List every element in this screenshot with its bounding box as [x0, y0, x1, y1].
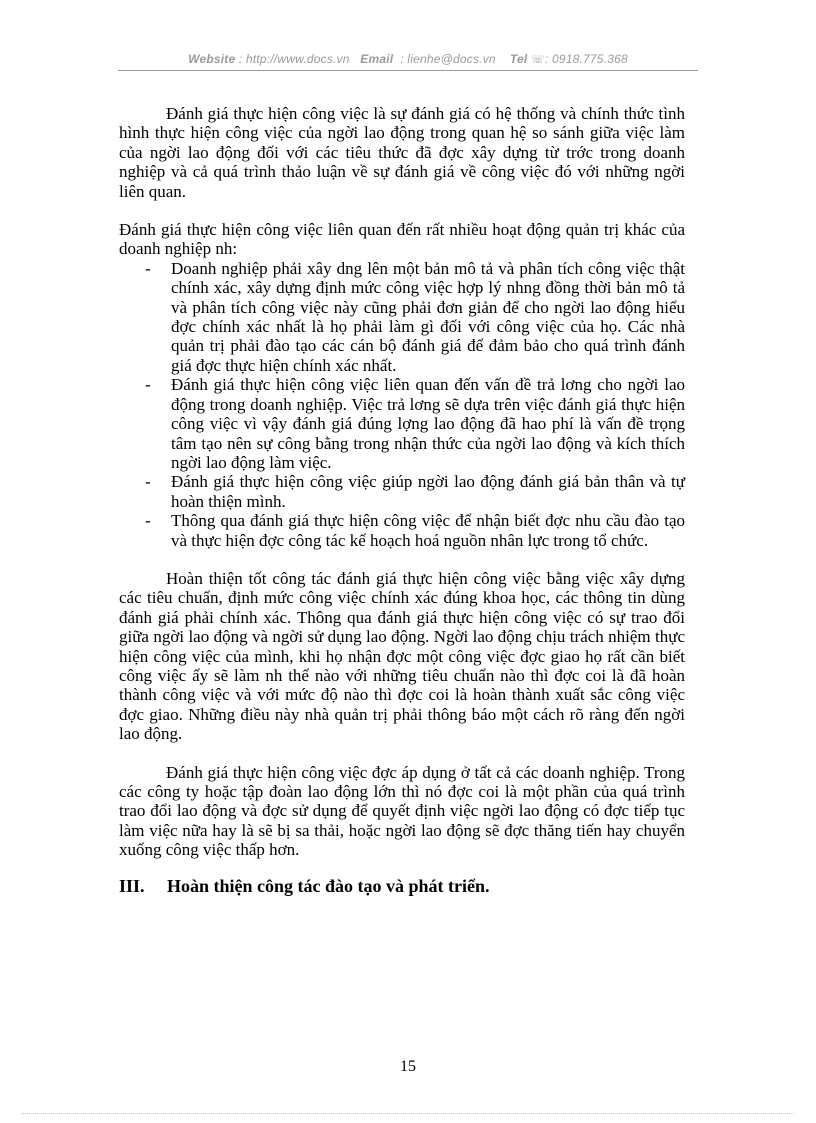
bullet-marker: -: [145, 375, 151, 395]
list-item: [119, 511, 685, 550]
bullet-marker: -: [145, 258, 151, 278]
bullet-text: Đánh giá thực hiện công việc liên quan đến vấn đề trả lơng cho ngời lao động trong doanh nghiệp. Việc trả lơng sẽ dựa trên việc đánh giá thực hiện công việc vì vậy đánh giá đúng lợng lao động đã hao phí là vấn đề trọng tâm tạo nên sự công bằng trong nhận thức của ngời lao động và kích thích ngời lao động làm việc.: [171, 375, 685, 472]
bullet-marker: -: [145, 511, 151, 531]
section-title: Hoàn thiện công tác đào tạo và phát triển.: [167, 875, 490, 896]
paragraph-improvement: Hoàn thiện tốt công tác đánh giá thực hiện công việc bằng việc xây dựng các tiêu chuẩn, định mức công việc chính xác đúng khoa học, các thông tin dùng đánh giá phải chính xác. Thông qua đánh giá thực hiện công việc có sự trao đổi giữa ngời lao động và ngời sử dụng lao động. Ngời lao động chịu trách nhiệm thực hiện công việc của mình, khi họ nhận đợc một công việc đợc giao họ rất cần biết công việc ấy sẽ làm nh thế nào với những tiêu chuẩn nào thì đợc coi là đã hoàn thành công việc và với mức độ nào thì đợc coi là hoàn thành xuất sắc công việc đợc giao. Những điều này nhà quản trị phải thông báo một cách rõ ràng đến ngời lao động.: [119, 568, 685, 744]
email-label: Email: [360, 52, 394, 66]
header-divider: [118, 70, 698, 71]
bullet-text: Doanh nghiệp phải xây dng lên một bản mô tả và phân tích công việc thật chính xác, xây dựng định mức công việc hợp lý nhng đồng thời bản mô tả và phân tích công việc này cũng phải đơn giản để cho ngời lao động hiểu đợc chính xác nhất là họ phải làm gì đối với công việc của họ. Các nhà quản trị phải đào tạo các cán bộ đánh giá để đảm bảo cho quá trình đánh giá đợc thực hiện chính xác nhất.: [171, 258, 685, 375]
list-item: [119, 472, 685, 511]
bullet-text: Đánh giá thực hiện công việc giúp ngời lao động đánh giá bản thân và tự hoàn thiện mình.: [171, 472, 685, 511]
tel-label: Tel: [509, 52, 528, 66]
phone-icon: ☏: [530, 54, 545, 66]
footer-divider: [22, 1113, 794, 1114]
paragraph-application: Đánh giá thực hiện công việc đợc áp dụng ở tất cả các doanh nghiệp. Trong các công ty hoặc tập đoàn lao động lớn thì nó đợc coi là một phần của quá trình trao đổi lao động và đợc sử dụng để quyết định việc ngời lao động có đợc tiếp tục làm việc nữa hay là sẽ bị sa thải, hoặc ngời lao động sẽ đợc thăng tiến hay chuyển xuống công việc thấp hơn.: [119, 762, 685, 860]
bullet-marker: -: [145, 472, 151, 492]
email-value: : lienhe@docs.vn: [400, 52, 496, 66]
list-item: [119, 259, 685, 375]
website-label: Website: [188, 52, 236, 66]
bullet-text: Thông qua đánh giá thực hiện công việc để nhận biết đợc nhu cầu đào tạo và thực hiện đợc công tác kế hoạch hoá nguồn nhân lực trong tổ chức.: [171, 511, 685, 550]
list-item: [119, 375, 685, 472]
tel-value: : 0918.775.368: [544, 52, 628, 66]
section-heading: [119, 877, 685, 896]
document-body: [119, 104, 685, 896]
paragraph-related-activities: Đánh giá thực hiện công việc liên quan đến rất nhiều hoạt động quản trị khác của doanh nghiệp nh:: [119, 220, 685, 259]
page-number: 15: [400, 1058, 416, 1075]
website-value: : http://www.docs.vn: [238, 52, 350, 66]
section-number: III.: [119, 875, 145, 896]
paragraph-definition: Đánh giá thực hiện công việc là sự đánh giá có hệ thống và chính thức tình hình thực hiện công việc của ngời lao động trong quan hệ so sánh giữa việc làm của ngời lao động đối với các tiêu thức đã đợc xây dựng từ trớc trong doanh nghiệp và cả quá trình thảo luận về sự đánh giá về công việc đó với những ngời liên quan.: [119, 104, 685, 201]
page-header: [0, 52, 816, 66]
